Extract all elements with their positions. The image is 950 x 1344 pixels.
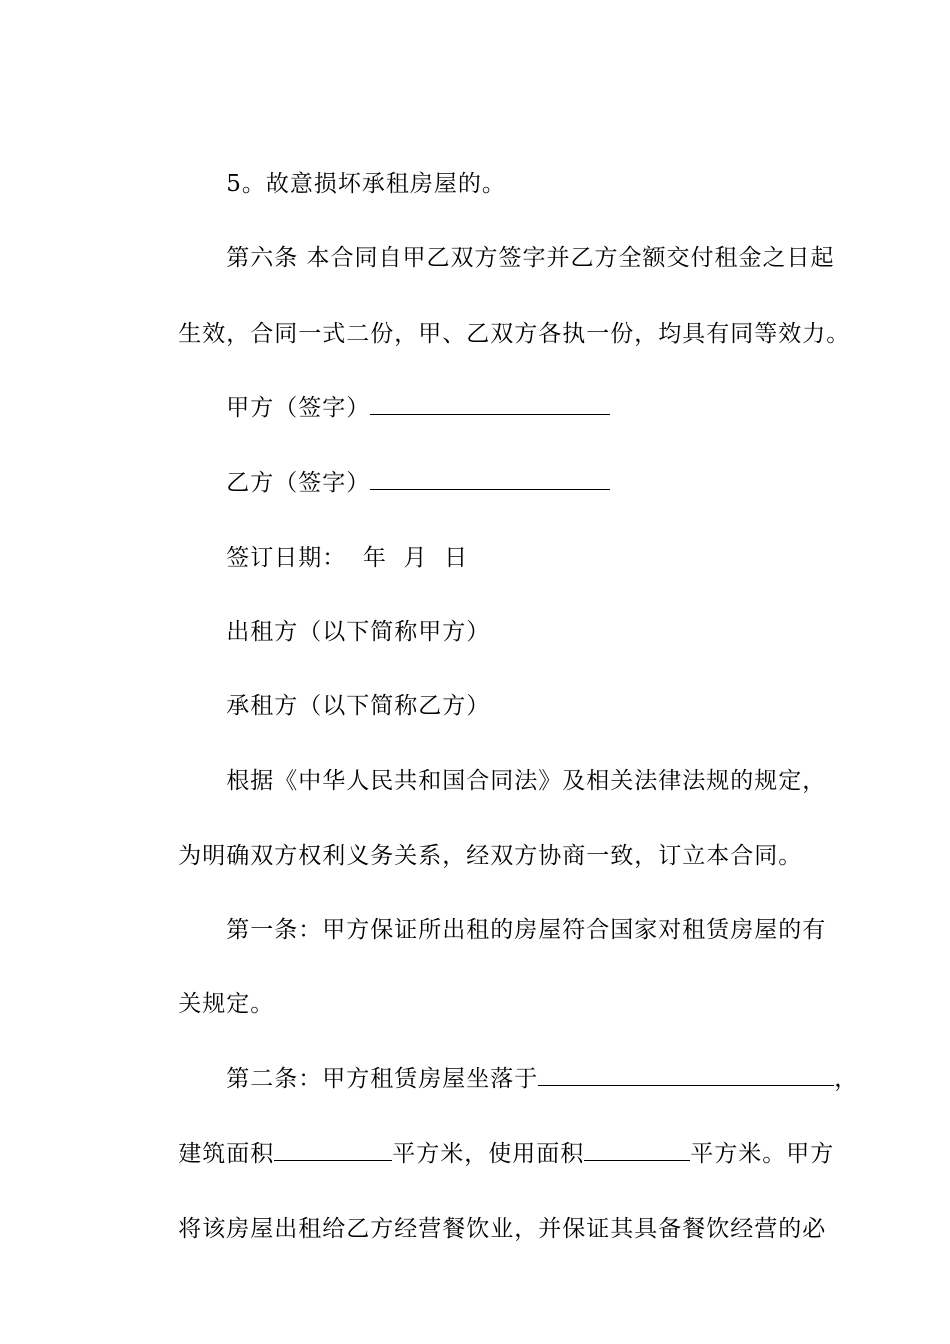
article-1-line-1 (193, 882, 826, 978)
signing-date-label: 签订日期： 年 月 日 (226, 545, 469, 571)
party-b-signature-blank (370, 467, 610, 490)
article-6-text-2: 生效，合同一式二份，甲、乙双方各执一份，均具有同等效力。 (178, 321, 851, 347)
preamble-text-1: 根据《中华人民共和国合同法》及相关法律法规的规定， (226, 768, 827, 794)
party-a-signature-blank (370, 392, 610, 415)
usable-area-label: 平方米，使用面积 (392, 1141, 585, 1167)
clause-item-5-text: 5。故意损坏承租房屋的。 (226, 171, 506, 197)
party-b-signature-label: 乙方（签字） (226, 470, 371, 496)
preamble-text-2: 为明确双方权利义务关系，经双方协商一致，订立本合同。 (178, 843, 803, 869)
party-a-signature-label: 甲方（签字） (226, 395, 371, 421)
building-area-blank (274, 1138, 392, 1161)
article-2-line-3 (145, 1181, 826, 1277)
article-2-comma: ， (834, 1066, 859, 1092)
article-2-text-4: 将该房屋出租给乙方经营餐饮业，并保证其具备餐饮经营的必 (178, 1216, 827, 1242)
article-1-text-2: 关规定。 (178, 991, 275, 1017)
property-location-blank (538, 1063, 834, 1086)
building-area-label: 建筑面积 (178, 1141, 275, 1167)
article-2-text-1: 第二条：甲方租赁房屋坐落于 (226, 1066, 539, 1092)
article-6-text-1: 第六条 本合同自甲乙双方签字并乙方全额交付租金之日起 (226, 245, 835, 271)
usable-area-blank (584, 1138, 690, 1161)
lessee-label: 承租方（以下简称乙方） (226, 693, 491, 719)
article-2-text-3: 平方米。甲方 (690, 1141, 835, 1167)
lessor-label: 出租方（以下简称甲方） (226, 619, 491, 645)
article-1-text-1: 第一条：甲方保证所出租的房屋符合国家对租赁房屋的有 (226, 917, 827, 943)
